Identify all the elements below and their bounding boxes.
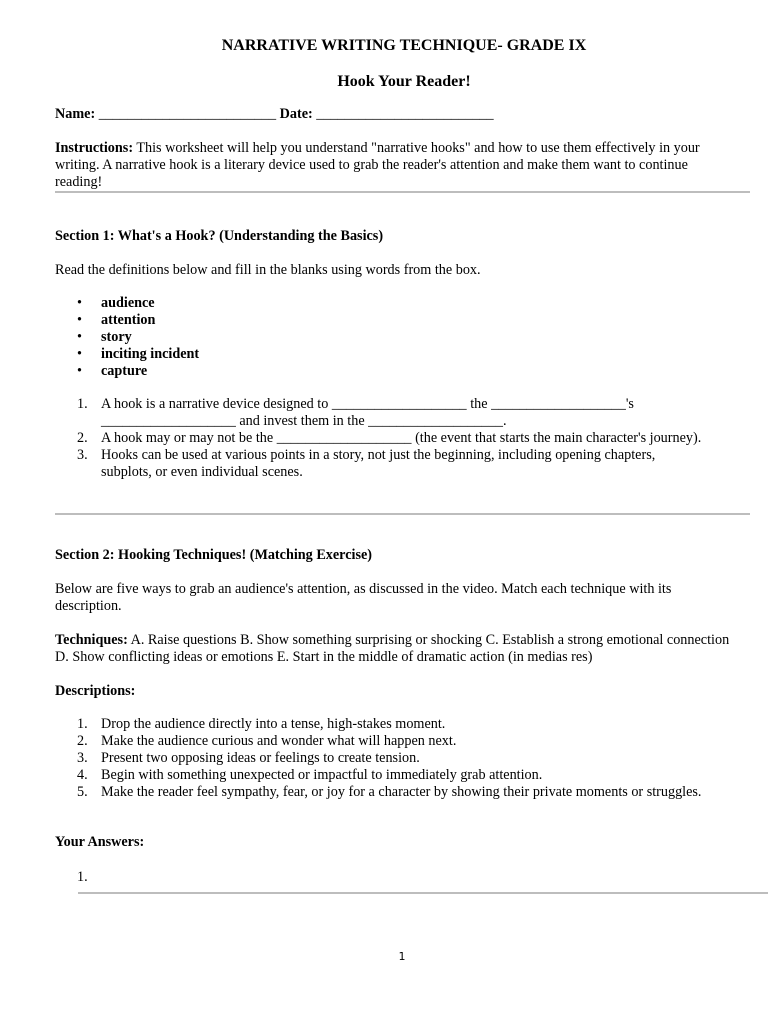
item-text: Make the reader feel sympathy, fear, or joy for a character by showing their private moments or struggles.: [101, 784, 702, 800]
section2-intro: Below are five ways to grab an audience's attention, as discussed in the video. Match each technique with its description.: [55, 581, 672, 614]
list-item: [55, 430, 705, 447]
section-divider: [55, 513, 750, 515]
list-item: [55, 733, 715, 750]
word-box-item: • audience: [55, 295, 199, 312]
list-item: [55, 447, 705, 481]
your-answers-heading: Your Answers:: [55, 834, 145, 850]
item-number: 1.: [77, 869, 88, 885]
techniques-paragraph: [55, 632, 735, 666]
section1-fill-in-list: [55, 396, 705, 481]
page-number: 1: [398, 950, 406, 963]
instructions-text: This worksheet will help you understand "narrative hooks" and how to use them effectively in your writing. A narrative hook is a literary device used to grab the reader's attention and make them want to continue reading!: [55, 140, 700, 190]
answer-line[interactable]: [78, 892, 768, 894]
list-item: [55, 750, 715, 767]
item-number: 5.: [77, 784, 88, 800]
item-number: 4.: [77, 767, 88, 783]
page-title: NARRATIVE WRITING TECHNIQUE- GRADE IX: [221, 37, 587, 54]
instructions-paragraph: [55, 140, 735, 191]
section2-heading: Section 2: Hooking Techniques! (Matching Exercise): [55, 547, 372, 563]
item-text: Present two opposing ideas or feelings to create tension.: [101, 750, 420, 766]
item-text: Hooks can be used at various points in a story, not just the beginning, including opening chapters, subplots, or even individual scenes.: [101, 447, 656, 480]
list-item: [55, 396, 705, 430]
list-item: [55, 784, 715, 801]
word-box-item: • capture: [55, 363, 199, 380]
page-subtitle: Hook Your Reader!: [337, 73, 471, 90]
item-number: 2.: [77, 430, 88, 446]
item-number: 1.: [77, 396, 88, 412]
word-box-item: • inciting incident: [55, 346, 199, 363]
item-text: A hook may or may not be the ___________________ (the event that starts the main character's journey).: [101, 430, 702, 446]
item-number: 2.: [77, 733, 88, 749]
date-blank: _________________________: [316, 106, 494, 122]
descriptions-list: [55, 716, 715, 801]
word-box-item: • story: [55, 329, 199, 346]
descriptions-heading: Descriptions:: [55, 683, 136, 699]
name-label: Name:: [55, 106, 96, 122]
list-item: [55, 767, 715, 784]
word-box-item: • attention: [55, 312, 199, 329]
item-number: 1.: [77, 716, 88, 732]
item-number: 3.: [77, 750, 88, 766]
name-date-line: [55, 106, 745, 123]
list-item: [55, 716, 715, 733]
item-text: Drop the audience directly into a tense, high-stakes moment.: [101, 716, 446, 732]
section1-heading: Section 1: What's a Hook? (Understanding the Basics): [55, 228, 384, 244]
item-text: Make the audience curious and wonder what will happen next.: [101, 733, 457, 749]
item-text: Begin with something unexpected or impactful to immediately grab attention.: [101, 767, 543, 783]
name-blank: _________________________: [98, 106, 277, 122]
item-number: 3.: [77, 447, 88, 463]
section1-intro: Read the definitions below and fill in the blanks using words from the box.: [55, 262, 481, 278]
techniques-text: A. Raise questions B. Show something surprising or shocking C. Establish a strong emotional connection D. Show conflicting ideas or emotions E. Start in the middle of dramatic action (in medias res): [55, 632, 730, 665]
instructions-label: Instructions:: [55, 140, 134, 156]
techniques-label: Techniques:: [55, 632, 128, 648]
item-text: A hook is a narrative device designed to ___________________ the ___________________'s ___________________ and invest them in the ___________________.: [101, 396, 634, 429]
word-box: [55, 295, 199, 380]
section-divider: [55, 191, 750, 193]
date-label: Date:: [279, 106, 313, 122]
